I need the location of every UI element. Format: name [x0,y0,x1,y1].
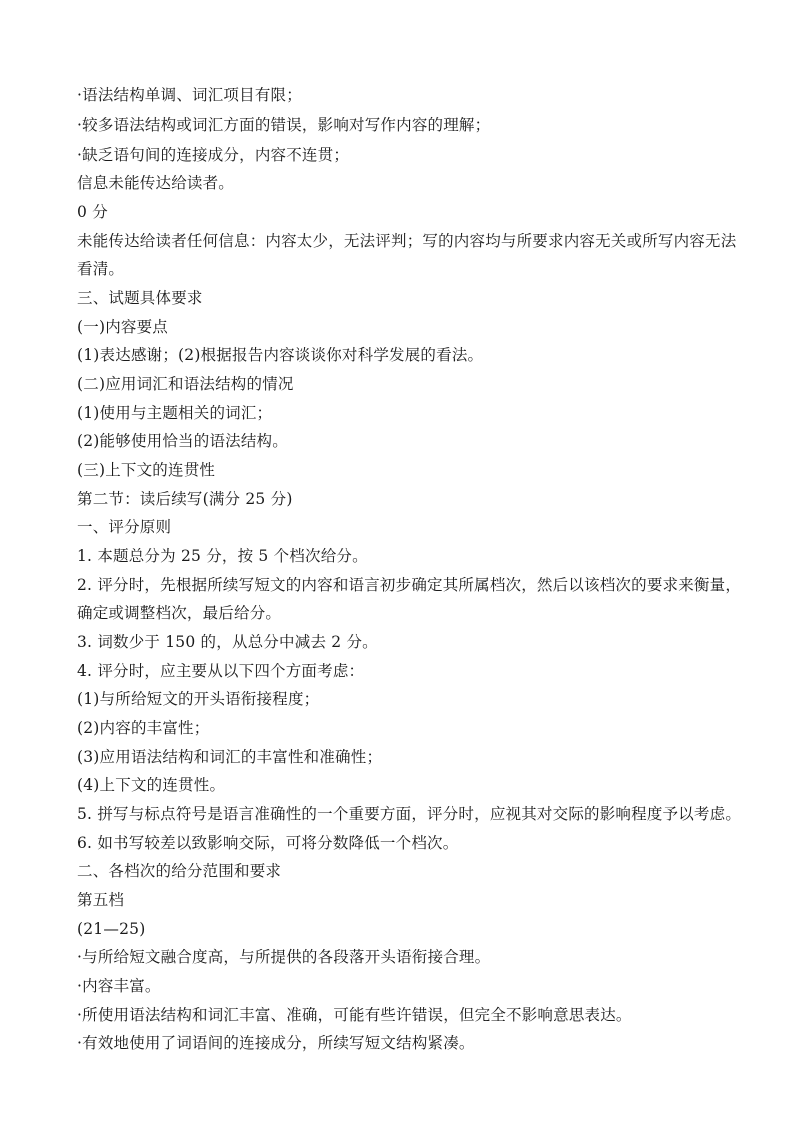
part-heading: 第二节：读后续写(满分 25 分) [77,490,293,508]
subsection-heading: (一)内容要点 [77,318,168,336]
text-line: ·与所给短文融合度高，与所提供的各段落开头语衔接合理。 [77,948,491,966]
score-range: (21—25) [77,920,146,938]
level-heading: 第五档 [77,891,125,909]
text-line: (1)与所给短文的开头语衔接程度； [77,690,320,708]
text-line: 3. 词数少于 150 的，从总分中减去 2 分。 [77,633,378,651]
section-heading: 一、评分原则 [77,518,172,536]
text-line: 5. 拼写与标点符号是语言准确性的一个重要方面，评分时，应视其对交际的影响程度予以考虑。 [77,805,742,823]
text-line: (1)使用与主题相关的词汇； [77,404,273,422]
text-line: ·语法结构单调、词汇项目有限； [77,86,302,104]
section-heading: 二、各档次的给分范围和要求 [77,862,282,880]
text-line: ·较多语法结构或词汇方面的错误，影响对写作内容的理解； [77,116,491,134]
text-line: ·内容丰富。 [77,977,161,995]
text-line: (1)表达感谢；(2)根据报告内容谈谈你对科学发展的看法。 [77,346,484,364]
text-line: 未能传达给读者任何信息：内容太少，无法评判；写的内容均与所要求内容无关或所写内容无法 [77,232,737,250]
text-line: ·缺乏语句间的连接成分，内容不连贯； [77,146,350,164]
text-line: 6. 如书写较差以致影响交际，可将分数降低一个档次。 [77,834,459,852]
text-line: (3)应用语法结构和词汇的丰富性和准确性； [77,748,383,766]
subsection-heading: (三)上下文的连贯性 [77,461,216,479]
text-line: 信息未能传达给读者。 [77,174,235,192]
text-line: (4)上下文的连贯性。 [77,776,226,794]
text-line: 1. 本题总分为 25 分，按 5 个档次给分。 [77,547,368,565]
subsection-heading: (二)应用词汇和语法结构的情况 [77,375,294,393]
text-line: 看清。 [77,260,125,278]
text-line: (2)能够使用恰当的语法结构。 [77,432,288,450]
text-line: 2. 评分时，先根据所续写短文的内容和语言初步确定其所属档次，然后以该档次的要求来衡量， [77,576,742,594]
score-heading: 0 分 [77,203,108,221]
text-line: 确定或调整档次，最后给分。 [77,604,282,622]
text-line: (2)内容的丰富性； [77,719,210,737]
text-line: 4. 评分时，应主要从以下四个方面考虑： [77,662,365,680]
text-line: ·有效地使用了词语间的连接成分，所续写短文结构紧凑。 [77,1034,475,1052]
text-line: ·所使用语法结构和词汇丰富、准确，可能有些许错误，但完全不影响意思表达。 [77,1006,632,1024]
section-heading: 三、试题具体要求 [77,289,203,307]
